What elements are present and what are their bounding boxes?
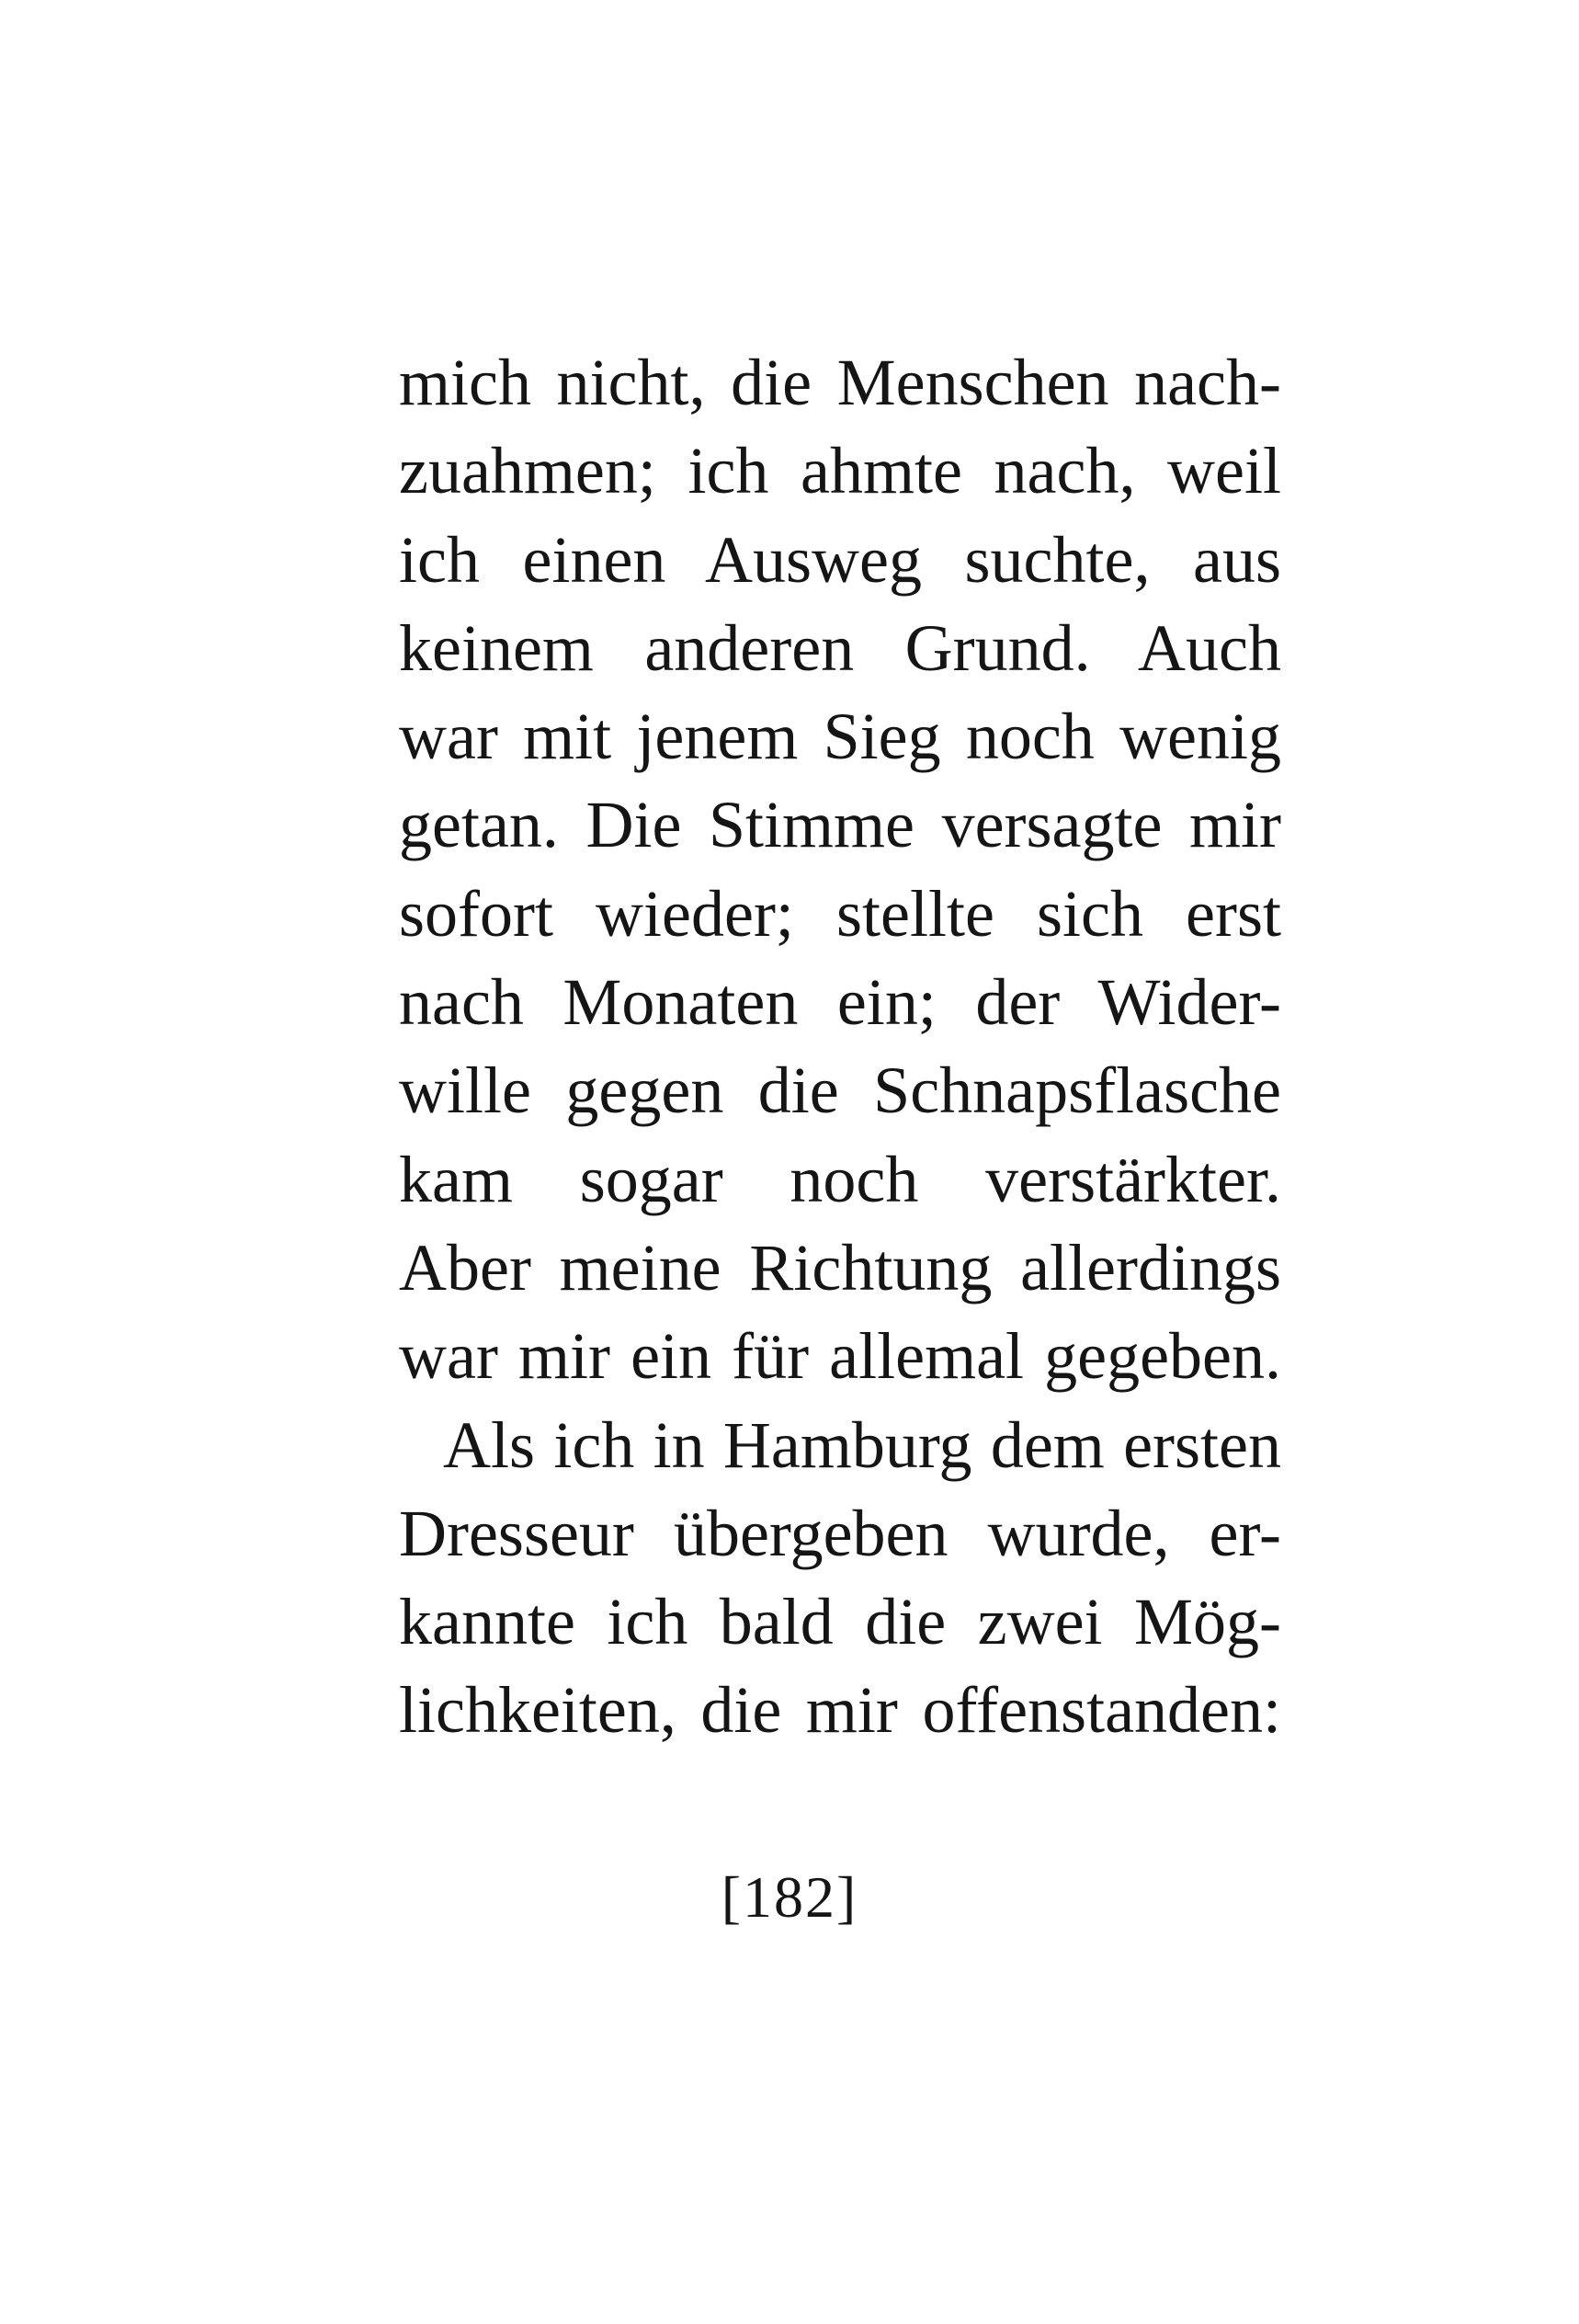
text-line: lichkeiten, die mir offenstanden: [399, 1673, 1281, 1748]
text-line: sofort wieder; stellte sich erst [399, 876, 1281, 951]
text-line: kannte ich bald die zwei Mög- [399, 1585, 1281, 1659]
text-line: war mit jenem Sieg noch wenig [399, 700, 1281, 774]
text-line: zuahmen; ich ahmte nach, weil [399, 434, 1281, 508]
page-number: [182] [721, 1864, 858, 1930]
text-line: wille gegen die Schnapsflasche [399, 1054, 1281, 1128]
text-line: ich einen Ausweg suchte, aus [399, 522, 1281, 597]
text-line: nach Monaten ein; der Wider- [399, 965, 1281, 1040]
text-line: kam sogar noch verstärkter. [399, 1142, 1281, 1216]
text-line: Dresseur übergeben wurde, er- [399, 1496, 1281, 1570]
text-line: mich nicht, die Menschen nach- [399, 346, 1281, 419]
body-text [399, 338, 1281, 1755]
text-line: getan. Die Stimme versagte mir [399, 788, 1281, 862]
paragraph-start-line: Als ich in Hamburg dem ersten [443, 1407, 1281, 1482]
text-line: keinem anderen Grund. Auch [399, 610, 1281, 685]
text-line: Aber meine Richtung allerdings [399, 1230, 1281, 1304]
text-line: war mir ein für allemal gegeben. [399, 1319, 1281, 1394]
